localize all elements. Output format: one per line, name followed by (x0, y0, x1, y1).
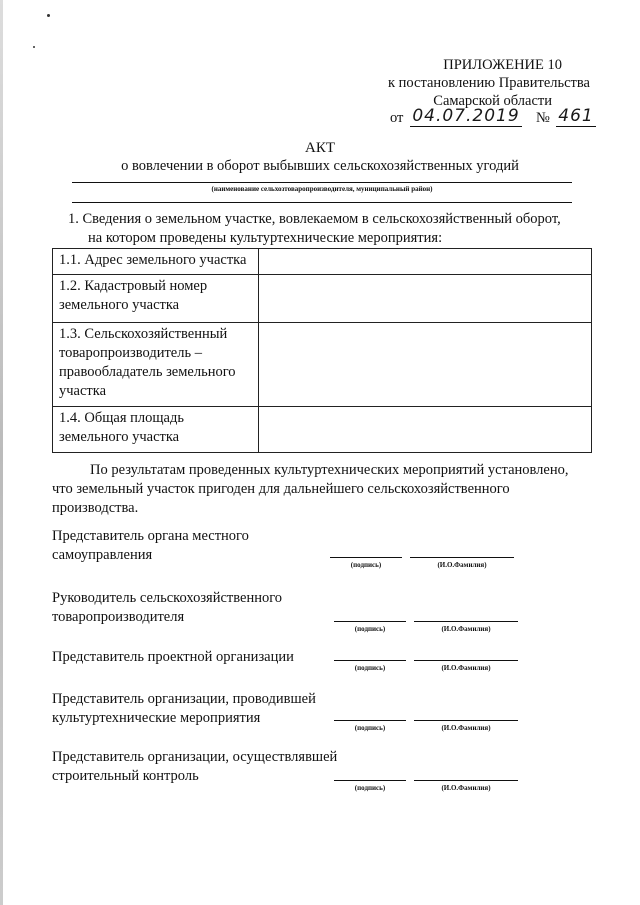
signature-caption: (подпись) (354, 664, 386, 672)
handwritten-date: 04.07.2019 (410, 106, 522, 127)
scan-speck (33, 46, 35, 48)
signatory-title: Представитель проектной организации (52, 649, 294, 665)
signatory-title: Представитель организации, осуществлявшей (52, 749, 338, 765)
decree-line: к постановлению Правительства (388, 75, 590, 91)
date-number-row (390, 106, 600, 130)
signature-caption: (подпись) (354, 625, 386, 633)
signature-line[interactable] (330, 557, 402, 558)
table-cell-label: 1.4. Общая площадь земельного участка (53, 407, 259, 453)
name-line[interactable] (414, 720, 518, 721)
table-row (53, 249, 592, 275)
conclusion-line3: производства. (52, 500, 139, 516)
signatory-title: Представитель организации, проводившей (52, 691, 316, 707)
table-cell-label: 1.2. Кадастровый номер земельного участка (53, 275, 259, 323)
name-caption: (И.О.Фамилия) (437, 561, 487, 569)
appendix-label: ПРИЛОЖЕНИЕ 10 (443, 57, 562, 73)
table-cell-value[interactable] (259, 407, 592, 453)
table-row (53, 275, 592, 323)
signatory-title: Руководитель сельскохозяйственного (52, 590, 283, 606)
name-caption: (И.О.Фамилия) (441, 664, 491, 672)
scan-edge (0, 0, 3, 905)
section1-heading-line2: на котором проведены культуртехнические мероприятия: (88, 230, 443, 246)
land-plot-table (52, 248, 592, 453)
scan-speck (47, 14, 50, 17)
name-line[interactable] (410, 557, 514, 558)
handwritten-number: 461 (556, 106, 596, 127)
date-prefix: от (390, 110, 404, 126)
name-line[interactable] (414, 780, 518, 781)
signatory-title: строительный контроль (52, 768, 199, 784)
signature-line[interactable] (334, 720, 406, 721)
conclusion-line1: По результатам проведенных культуртехнических мероприятий установлено, (90, 462, 569, 478)
signatory-title: культуртехнические мероприятия (52, 710, 261, 726)
act-subtitle: о вовлечении в оборот выбывших сельскохозяйственных угодий (121, 158, 519, 174)
signature-line[interactable] (334, 780, 406, 781)
table-cell-value[interactable] (259, 323, 592, 407)
table-row (53, 407, 592, 453)
table-row (53, 323, 592, 407)
name-caption: (И.О.Фамилия) (441, 784, 491, 792)
signature-line[interactable] (334, 660, 406, 661)
table-cell-value[interactable] (259, 275, 592, 323)
act-title: АКТ (305, 140, 335, 156)
name-line[interactable] (414, 660, 518, 661)
organization-name-line (72, 182, 572, 183)
region-line: Самарской области (433, 93, 552, 109)
signature-caption: (подпись) (354, 784, 386, 792)
signature-caption: (подпись) (354, 724, 386, 732)
name-caption: (И.О.Фамилия) (441, 724, 491, 732)
organization-name-caption: (наименование сельхозтоваропроизводителя, муниципальный район) (211, 185, 433, 193)
signatory-title: самоуправления (52, 547, 153, 563)
name-caption: (И.О.Фамилия) (441, 625, 491, 633)
signature-caption: (подпись) (350, 561, 382, 569)
section1-heading-line1: 1. Сведения о земельном участке, вовлекаемом в сельскохозяйственный оборот, (68, 211, 561, 227)
number-prefix: № (536, 110, 550, 126)
signatory-title: Представитель органа местного (52, 528, 249, 544)
table-cell-value[interactable] (259, 249, 592, 275)
signatory-title: товаропроизводителя (52, 609, 185, 625)
name-line[interactable] (414, 621, 518, 622)
organization-name-line-2 (72, 202, 572, 203)
table-cell-label: 1.1. Адрес земельного участка (53, 249, 259, 275)
table-cell-label: 1.3. Сельскохозяйственный товаропроизводитель – правообладатель земельного участка (53, 323, 259, 407)
conclusion-line2: что земельный участок пригоден для дальнейшего сельскохозяйственного (52, 481, 510, 497)
signature-line[interactable] (334, 621, 406, 622)
